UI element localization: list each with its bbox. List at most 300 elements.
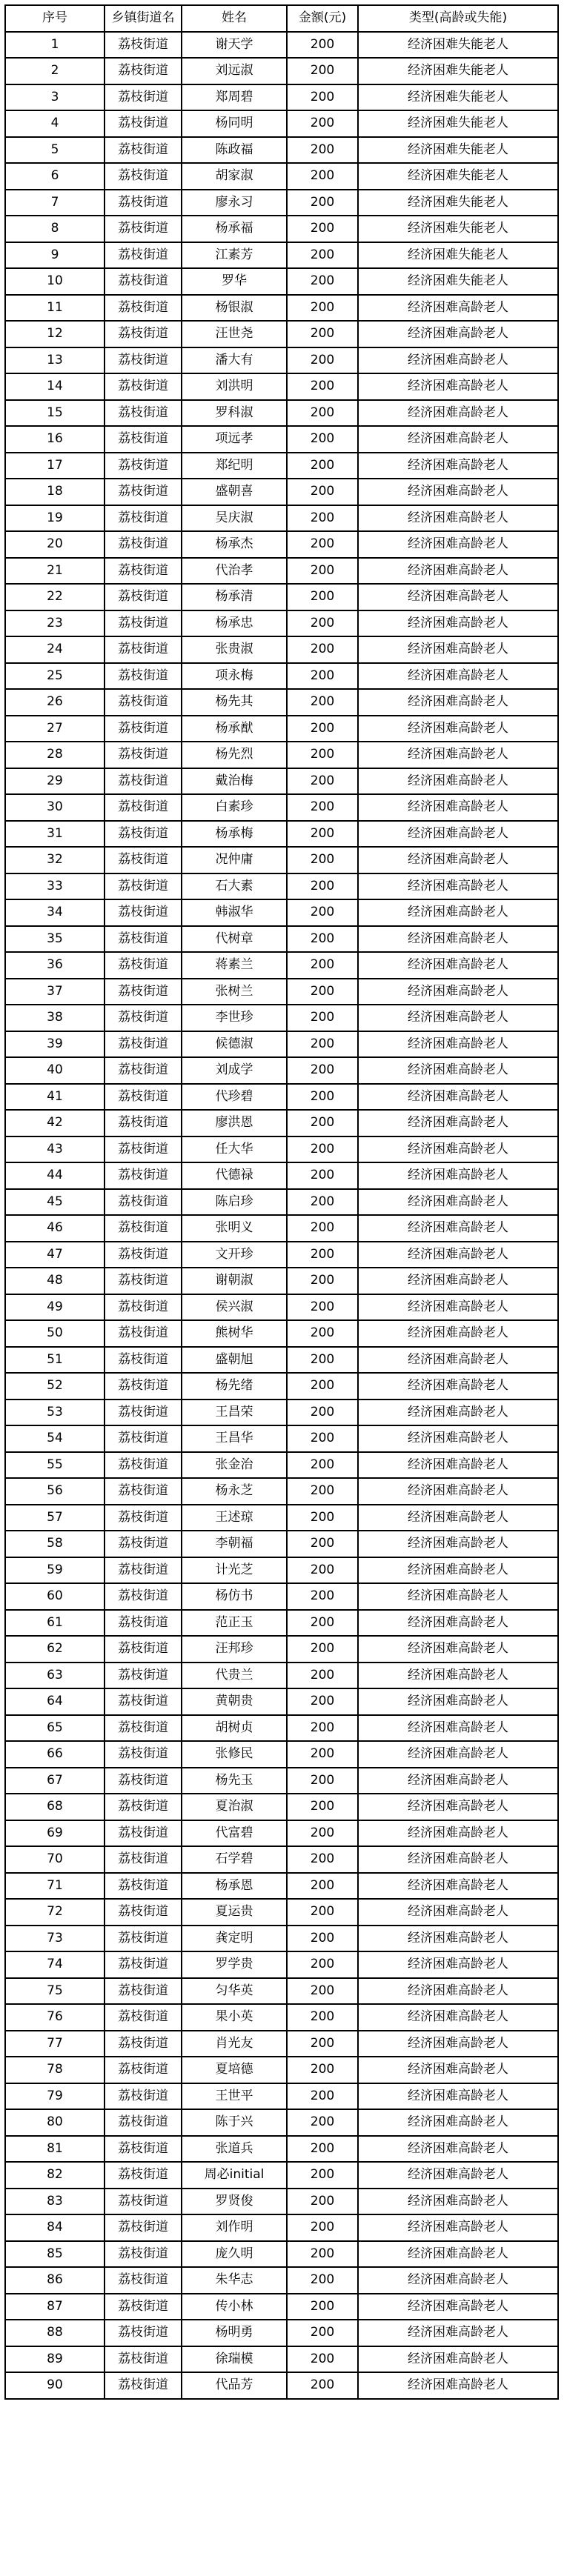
cell-no: 20 [5,531,105,558]
cell-type: 经济困难高龄老人 [358,2162,558,2189]
table-row [5,821,558,848]
cell-amount: 200 [287,1347,358,1374]
cell-name: 盛朝喜 [182,479,287,505]
table-row [5,84,558,111]
cell-name: 杨先其 [182,689,287,716]
cell-name: 代富碧 [182,1820,287,1847]
cell-name: 罗贤俊 [182,2189,287,2215]
cell-no: 40 [5,1057,105,1084]
cell-name: 杨承清 [182,584,287,610]
cell-street: 荔枝街道 [105,216,182,242]
cell-street: 荔枝街道 [105,1583,182,1610]
table-row [5,1215,558,1242]
table-row [5,716,558,742]
cell-street: 荔枝街道 [105,768,182,795]
cell-street: 荔枝街道 [105,1242,182,1268]
cell-name: 廖洪恩 [182,1110,287,1136]
cell-name: 石学碧 [182,1846,287,1873]
cell-amount: 200 [287,584,358,610]
cell-street: 荔枝街道 [105,1820,182,1847]
cell-no: 88 [5,2320,105,2346]
cell-street: 荔枝街道 [105,1373,182,1400]
cell-name: 王述琼 [182,1505,287,1531]
cell-name: 汪世尧 [182,321,287,347]
cell-type: 经济困难高龄老人 [358,2004,558,2031]
cell-street: 荔枝街道 [105,979,182,1005]
cell-street: 荔枝街道 [105,1531,182,1557]
cell-name: 杨明勇 [182,2320,287,2346]
table-row [5,1741,558,1768]
cell-amount: 200 [287,1057,358,1084]
table-row [5,1531,558,1557]
cell-name: 庞久明 [182,2241,287,2268]
table-row [5,2320,558,2346]
cell-name: 杨承忠 [182,610,287,637]
cell-no: 17 [5,453,105,479]
table-row [5,1242,558,1268]
cell-amount: 200 [287,242,358,269]
cell-street: 荔枝街道 [105,110,182,137]
cell-type: 经济困难高龄老人 [358,1057,558,1084]
table-row [5,479,558,505]
cell-type: 经济困难高龄老人 [358,1715,558,1742]
cell-no: 21 [5,558,105,585]
table-row [5,2136,558,2163]
table-row [5,768,558,795]
table-row [5,742,558,768]
cell-no: 49 [5,1294,105,1321]
cell-name: 廖永习 [182,190,287,216]
cell-amount: 200 [287,531,358,558]
cell-no: 38 [5,1005,105,1031]
cell-name: 郑周碧 [182,84,287,111]
cell-no: 11 [5,295,105,322]
cell-street: 荔枝街道 [105,821,182,848]
cell-street: 荔枝街道 [105,2004,182,2031]
cell-street: 荔枝街道 [105,873,182,900]
cell-type: 经济困难高龄老人 [358,2031,558,2057]
cell-street: 荔枝街道 [105,190,182,216]
cell-street: 荔枝街道 [105,1741,182,1768]
cell-type: 经济困难高龄老人 [358,1899,558,1926]
cell-street: 荔枝街道 [105,1215,182,1242]
cell-street: 荔枝街道 [105,373,182,400]
header-cell-amount: 金额(元) [287,5,358,32]
cell-street: 荔枝街道 [105,32,182,59]
cell-amount: 200 [287,636,358,663]
cell-name: 陈政福 [182,137,287,164]
cell-street: 荔枝街道 [105,1951,182,1978]
cell-name: 潘大有 [182,347,287,374]
cell-street: 荔枝街道 [105,2083,182,2110]
cell-no: 55 [5,1452,105,1479]
cell-street: 荔枝街道 [105,847,182,873]
cell-amount: 200 [287,58,358,84]
cell-street: 荔枝街道 [105,1268,182,1294]
table-body [5,32,558,2399]
cell-name: 张金治 [182,1452,287,1479]
cell-amount: 200 [287,1031,358,1058]
cell-no: 66 [5,1741,105,1768]
cell-street: 荔枝街道 [105,2136,182,2163]
cell-name: 刘远淑 [182,58,287,84]
cell-no: 28 [5,742,105,768]
cell-type: 经济困难高龄老人 [358,1162,558,1189]
cell-amount: 200 [287,1373,358,1400]
cell-amount: 200 [287,1978,358,2005]
cell-amount: 200 [287,1820,358,1847]
cell-type: 经济困难高龄老人 [358,558,558,585]
cell-street: 荔枝街道 [105,58,182,84]
cell-type: 经济困难高龄老人 [358,1820,558,1847]
cell-no: 26 [5,689,105,716]
cell-street: 荔枝街道 [105,1768,182,1794]
cell-amount: 200 [287,663,358,690]
cell-amount: 200 [287,1320,358,1347]
cell-street: 荔枝街道 [105,268,182,295]
cell-no: 71 [5,1873,105,1900]
cell-street: 荔枝街道 [105,2162,182,2189]
cell-name: 杨承猷 [182,716,287,742]
cell-no: 61 [5,1610,105,1637]
cell-no: 42 [5,1110,105,1136]
cell-name: 郑纪明 [182,453,287,479]
table-row [5,321,558,347]
cell-type: 经济困难高龄老人 [358,2083,558,2110]
cell-type: 经济困难高龄老人 [358,584,558,610]
cell-type: 经济困难高龄老人 [358,1110,558,1136]
table-row [5,1189,558,1216]
table-row [5,1899,558,1926]
cell-no: 43 [5,1136,105,1163]
table-row [5,347,558,374]
cell-no: 34 [5,899,105,926]
cell-name: 范正玉 [182,1610,287,1637]
cell-no: 90 [5,2372,105,2399]
cell-no: 9 [5,242,105,269]
cell-amount: 200 [287,2083,358,2110]
cell-street: 荔枝街道 [105,1688,182,1715]
cell-no: 85 [5,2241,105,2268]
cell-no: 10 [5,268,105,295]
cell-amount: 200 [287,373,358,400]
table-row [5,2057,558,2083]
cell-amount: 200 [287,1557,358,1584]
cell-type: 经济困难高龄老人 [358,347,558,374]
cell-type: 经济困难高龄老人 [358,847,558,873]
table-row [5,847,558,873]
cell-amount: 200 [287,479,358,505]
cell-type: 经济困难高龄老人 [358,610,558,637]
cell-type: 经济困难失能老人 [358,58,558,84]
cell-street: 荔枝街道 [105,295,182,322]
cell-no: 33 [5,873,105,900]
cell-name: 胡树贞 [182,1715,287,1742]
cell-type: 经济困难高龄老人 [358,1583,558,1610]
cell-amount: 200 [287,2109,358,2136]
cell-street: 荔枝街道 [105,1715,182,1742]
cell-no: 30 [5,794,105,821]
cell-type: 经济困难高龄老人 [358,1846,558,1873]
cell-type: 经济困难高龄老人 [358,1531,558,1557]
cell-no: 16 [5,426,105,453]
cell-no: 57 [5,1505,105,1531]
cell-street: 荔枝街道 [105,1610,182,1637]
cell-no: 32 [5,847,105,873]
cell-amount: 200 [287,1084,358,1111]
cell-name: 白素珍 [182,794,287,821]
cell-amount: 200 [287,689,358,716]
cell-street: 荔枝街道 [105,584,182,610]
cell-amount: 200 [287,1768,358,1794]
cell-type: 经济困难高龄老人 [358,663,558,690]
cell-name: 肖光友 [182,2031,287,2057]
cell-name: 文开珍 [182,1242,287,1268]
cell-no: 60 [5,1583,105,1610]
cell-type: 经济困难高龄老人 [358,1373,558,1400]
cell-name: 龚定明 [182,1926,287,1952]
cell-amount: 200 [287,1531,358,1557]
cell-name: 谢朝淑 [182,1268,287,1294]
cell-street: 荔枝街道 [105,2372,182,2399]
cell-street: 荔枝街道 [105,716,182,742]
table-row [5,2294,558,2320]
cell-type: 经济困难高龄老人 [358,1505,558,1531]
cell-name: 王世平 [182,2083,287,2110]
cell-street: 荔枝街道 [105,610,182,637]
cell-name: 杨银淑 [182,295,287,322]
cell-amount: 200 [287,505,358,532]
cell-type: 经济困难高龄老人 [358,926,558,953]
cell-name: 刘洪明 [182,373,287,400]
cell-amount: 200 [287,2057,358,2083]
cell-name: 匀华英 [182,1978,287,2005]
cell-street: 荔枝街道 [105,1031,182,1058]
cell-name: 项远孝 [182,426,287,453]
table-row [5,1162,558,1189]
cell-type: 经济困难高龄老人 [358,689,558,716]
cell-street: 荔枝街道 [105,1294,182,1321]
cell-no: 22 [5,584,105,610]
cell-no: 2 [5,58,105,84]
cell-no: 65 [5,1715,105,1742]
cell-street: 荔枝街道 [105,1110,182,1136]
cell-name: 杨承梅 [182,821,287,848]
cell-amount: 200 [287,2294,358,2320]
table-row [5,1057,558,1084]
subsidy-table [4,4,559,2400]
cell-type: 经济困难高龄老人 [358,1873,558,1900]
cell-amount: 200 [287,873,358,900]
cell-street: 荔枝街道 [105,1347,182,1374]
cell-street: 荔枝街道 [105,1636,182,1663]
table-row [5,558,558,585]
cell-type: 经济困难高龄老人 [358,1926,558,1952]
table-row [5,2162,558,2189]
cell-type: 经济困难高龄老人 [358,1005,558,1031]
cell-amount: 200 [287,610,358,637]
cell-no: 31 [5,821,105,848]
table-row [5,926,558,953]
cell-no: 8 [5,216,105,242]
table-row [5,373,558,400]
table-row [5,453,558,479]
cell-name: 陈于兴 [182,2109,287,2136]
cell-no: 39 [5,1031,105,1058]
cell-name: 侯兴淑 [182,1294,287,1321]
table-row [5,636,558,663]
cell-type: 经济困难失能老人 [358,242,558,269]
cell-amount: 200 [287,1505,358,1531]
cell-street: 荔枝街道 [105,1478,182,1505]
cell-no: 47 [5,1242,105,1268]
cell-street: 荔枝街道 [105,1162,182,1189]
cell-street: 荔枝街道 [105,2346,182,2373]
cell-amount: 200 [287,1189,358,1216]
cell-type: 经济困难高龄老人 [358,821,558,848]
table-row [5,1031,558,1058]
cell-street: 荔枝街道 [105,1873,182,1900]
cell-type: 经济困难高龄老人 [358,1425,558,1452]
cell-street: 荔枝街道 [105,2320,182,2346]
cell-name: 陈启珍 [182,1189,287,1216]
cell-amount: 200 [287,2320,358,2346]
cell-street: 荔枝街道 [105,1400,182,1426]
table-row [5,1768,558,1794]
cell-street: 荔枝街道 [105,926,182,953]
cell-street: 荔枝街道 [105,1005,182,1031]
cell-no: 29 [5,768,105,795]
cell-type: 经济困难高龄老人 [358,505,558,532]
table-row [5,1846,558,1873]
cell-amount: 200 [287,742,358,768]
cell-name: 谢天学 [182,32,287,59]
cell-no: 35 [5,926,105,953]
cell-type: 经济困难高龄老人 [358,1136,558,1163]
cell-street: 荔枝街道 [105,2241,182,2268]
table-row [5,216,558,242]
cell-type: 经济困难高龄老人 [358,1741,558,1768]
cell-amount: 200 [287,1215,358,1242]
cell-no: 78 [5,2057,105,2083]
cell-amount: 200 [287,1583,358,1610]
table-row [5,137,558,164]
cell-type: 经济困难高龄老人 [358,2057,558,2083]
cell-type: 经济困难失能老人 [358,190,558,216]
cell-type: 经济困难高龄老人 [358,1189,558,1216]
table-row [5,899,558,926]
cell-name: 代治孝 [182,558,287,585]
cell-type: 经济困难高龄老人 [358,531,558,558]
cell-street: 荔枝街道 [105,163,182,190]
table-row [5,584,558,610]
cell-no: 52 [5,1373,105,1400]
cell-amount: 200 [287,321,358,347]
cell-type: 经济困难失能老人 [358,137,558,164]
cell-type: 经济困难高龄老人 [358,1242,558,1268]
cell-street: 荔枝街道 [105,1899,182,1926]
cell-street: 荔枝街道 [105,663,182,690]
cell-amount: 200 [287,794,358,821]
cell-no: 84 [5,2214,105,2241]
cell-amount: 200 [287,2372,358,2399]
table-row [5,2346,558,2373]
cell-no: 87 [5,2294,105,2320]
cell-street: 荔枝街道 [105,2031,182,2057]
cell-street: 荔枝街道 [105,426,182,453]
cell-no: 86 [5,2267,105,2294]
cell-name: 况仲庸 [182,847,287,873]
table-row [5,1583,558,1610]
cell-type: 经济困难高龄老人 [358,400,558,427]
cell-amount: 200 [287,2189,358,2215]
cell-name: 夏培德 [182,2057,287,2083]
cell-name: 李世珍 [182,1005,287,1031]
cell-type: 经济困难高龄老人 [358,2136,558,2163]
table-row [5,663,558,690]
cell-street: 荔枝街道 [105,321,182,347]
cell-type: 经济困难失能老人 [358,216,558,242]
cell-street: 荔枝街道 [105,1057,182,1084]
cell-amount: 200 [287,216,358,242]
cell-type: 经济困难高龄老人 [358,1951,558,1978]
cell-name: 刘作明 [182,2214,287,2241]
header-cell-street: 乡镇街道名 [105,5,182,32]
cell-name: 刘成学 [182,1057,287,1084]
cell-no: 68 [5,1794,105,1820]
table-row [5,1926,558,1952]
cell-street: 荔枝街道 [105,1084,182,1111]
cell-type: 经济困难高龄老人 [358,952,558,979]
cell-amount: 200 [287,1794,358,1820]
table-row [5,1978,558,2005]
table-row [5,1005,558,1031]
cell-type: 经济困难高龄老人 [358,1768,558,1794]
cell-no: 25 [5,663,105,690]
cell-name: 传小林 [182,2294,287,2320]
cell-amount: 200 [287,2004,358,2031]
cell-amount: 200 [287,979,358,1005]
cell-no: 27 [5,716,105,742]
cell-type: 经济困难高龄老人 [358,1636,558,1663]
cell-name: 代贵兰 [182,1663,287,1689]
cell-amount: 200 [287,1452,358,1479]
cell-street: 荔枝街道 [105,1794,182,1820]
cell-type: 经济困难高龄老人 [358,1688,558,1715]
table-row [5,610,558,637]
cell-street: 荔枝街道 [105,137,182,164]
cell-no: 70 [5,1846,105,1873]
cell-amount: 200 [287,1294,358,1321]
cell-name: 任大华 [182,1136,287,1163]
cell-street: 荔枝街道 [105,84,182,111]
table-row [5,2241,558,2268]
cell-no: 62 [5,1636,105,1663]
cell-type: 经济困难高龄老人 [358,979,558,1005]
cell-amount: 200 [287,400,358,427]
cell-no: 18 [5,479,105,505]
cell-amount: 200 [287,821,358,848]
cell-type: 经济困难高龄老人 [358,636,558,663]
cell-no: 63 [5,1663,105,1689]
cell-amount: 200 [287,2346,358,2373]
cell-amount: 200 [287,2136,358,2163]
cell-name: 代珍碧 [182,1084,287,1111]
cell-street: 荔枝街道 [105,1320,182,1347]
cell-street: 荔枝街道 [105,531,182,558]
table-row [5,1610,558,1637]
table-row [5,1294,558,1321]
